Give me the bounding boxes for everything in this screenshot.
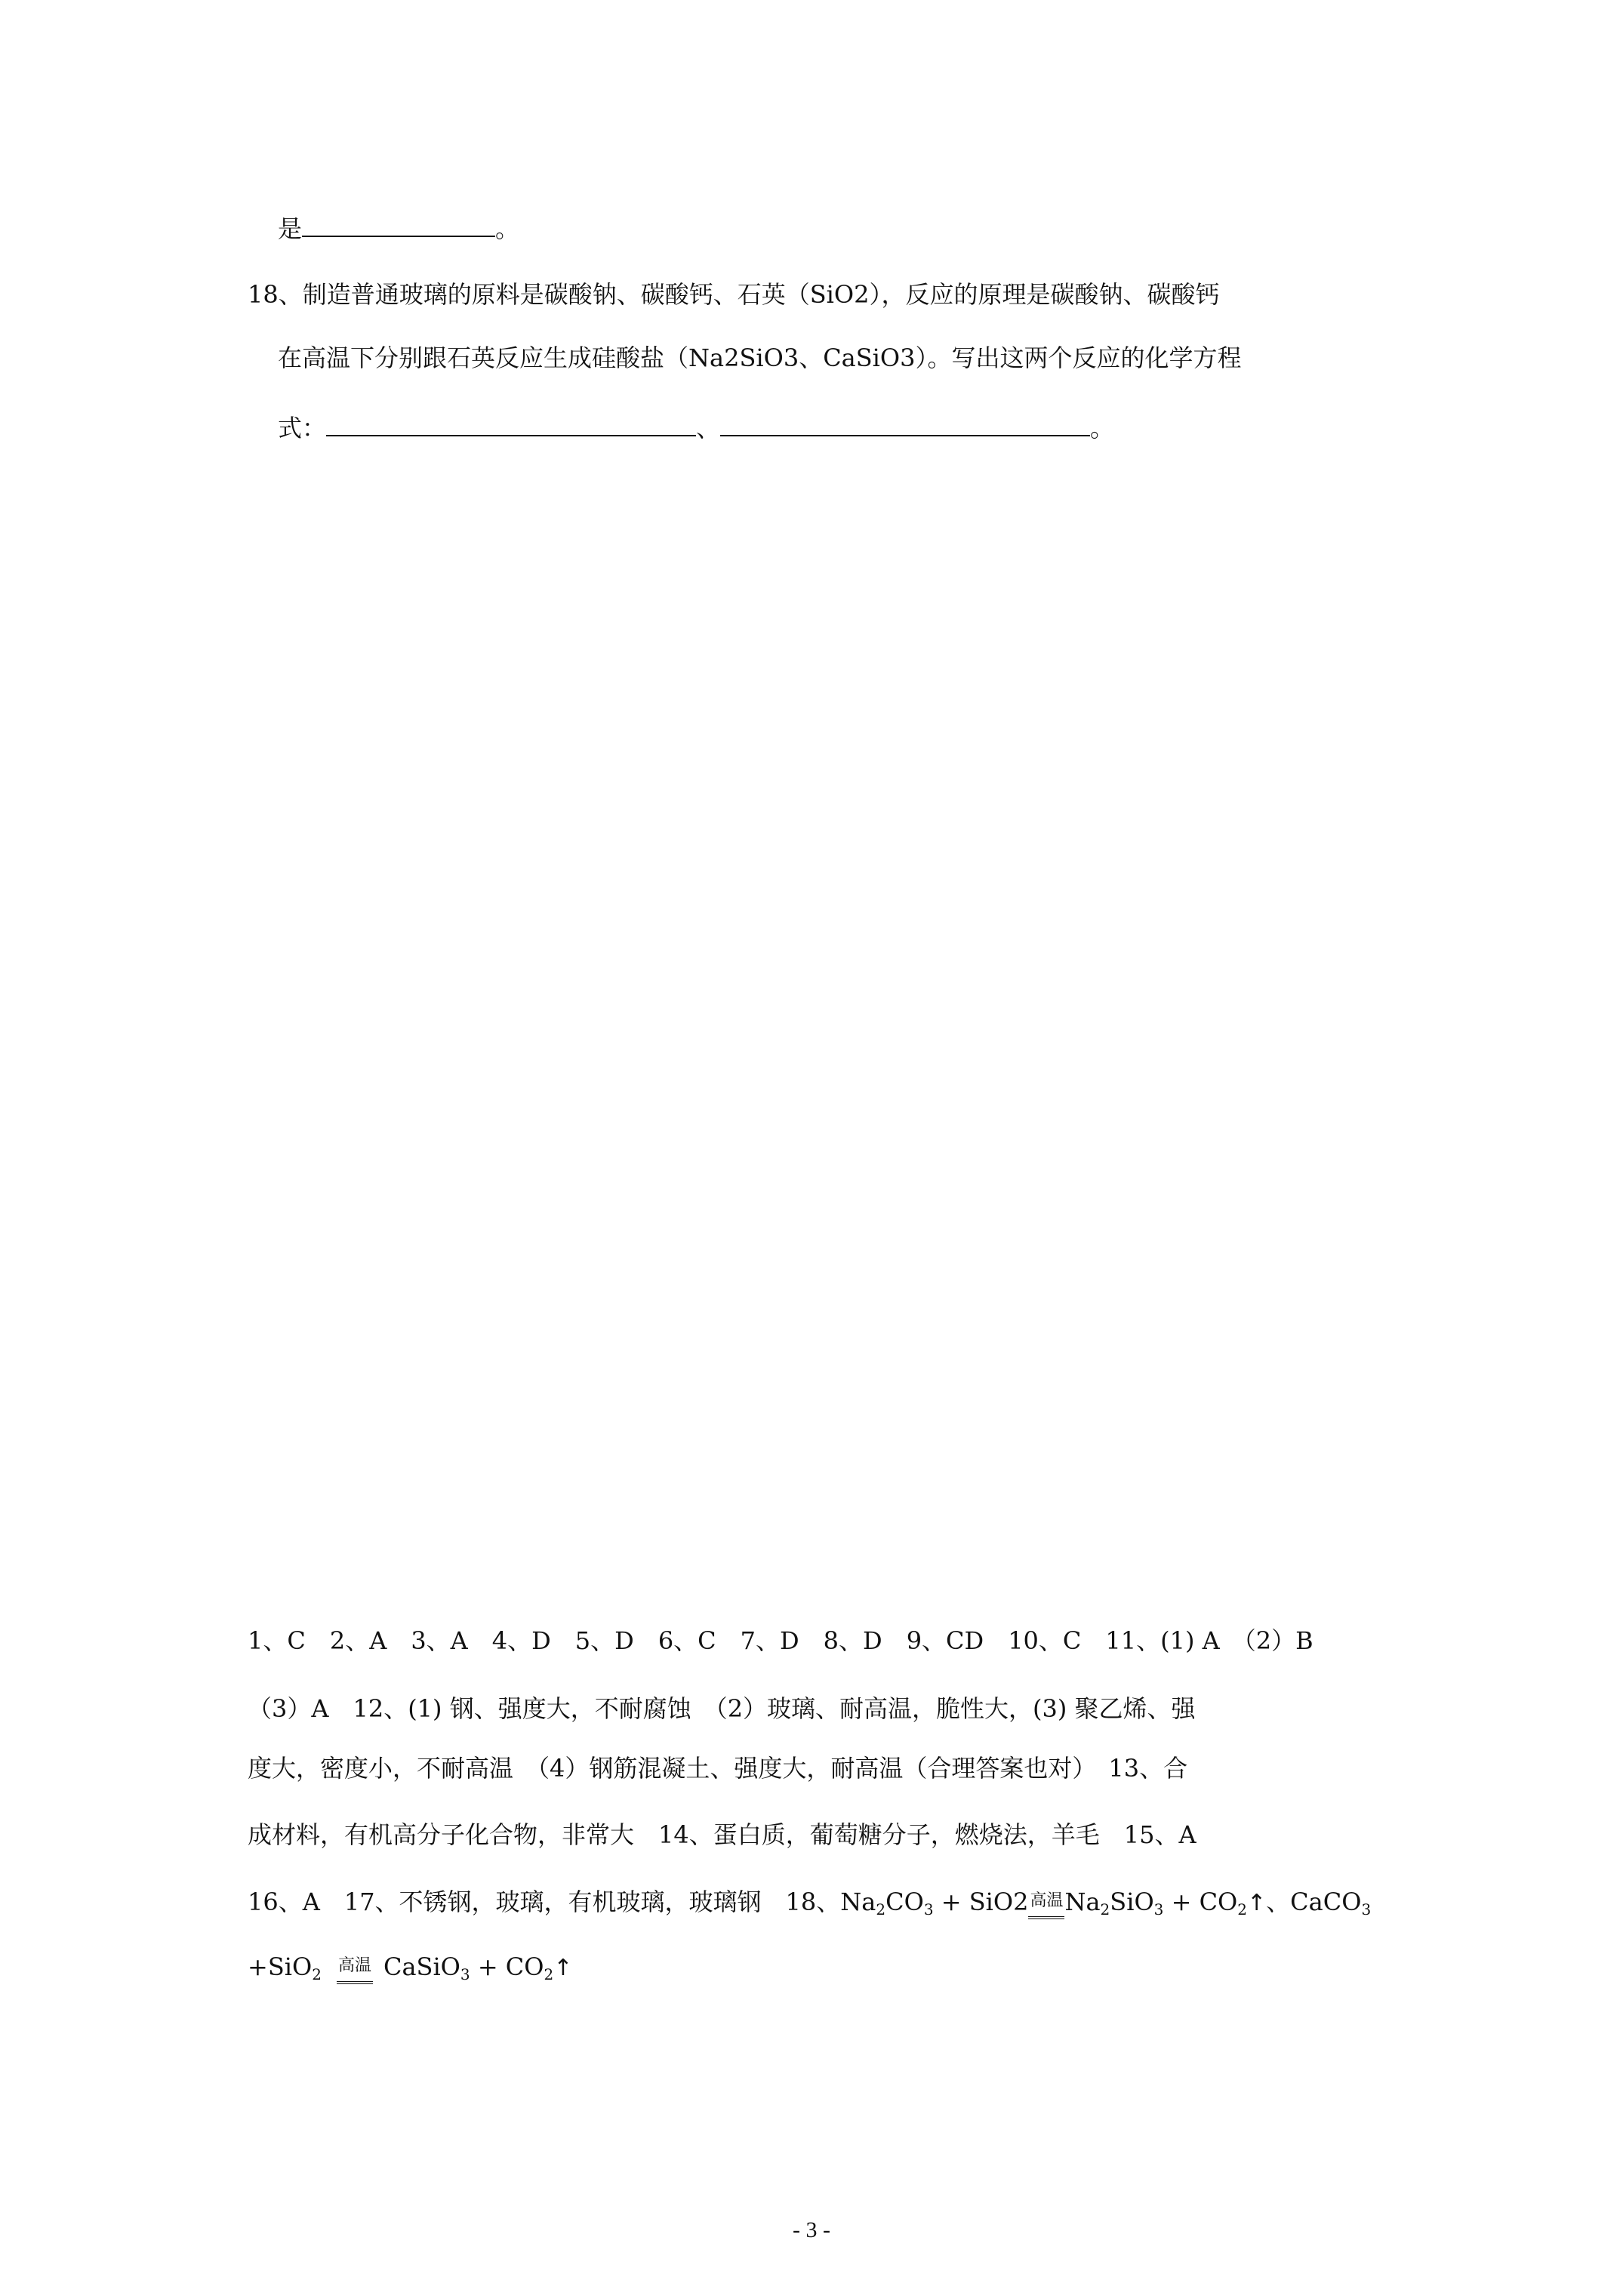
- eq1-sub: 2: [876, 1900, 886, 1918]
- q18-blank-1: [326, 412, 696, 436]
- eq1-sub: 2: [1237, 1900, 1248, 1918]
- eq1-co: CO: [885, 1888, 924, 1916]
- eq1-sub: 3: [923, 1900, 934, 1918]
- eq1-sub: 3: [1153, 1900, 1164, 1918]
- answers-line-2: （3）A 12、(1) 钢、强度大，不耐腐蚀 （2）玻璃、耐高温，脆性大，(3) 聚乙烯、强: [248, 1694, 1196, 1723]
- eq2-plus-co: + CO: [470, 1952, 544, 1981]
- q18-line3-sep: 、: [696, 414, 721, 442]
- eq1-sub: 2: [1100, 1900, 1110, 1918]
- eq1-sio: SiO: [1110, 1888, 1154, 1916]
- q18-line-1: 18、制造普通玻璃的原料是碳酸钠、碳酸钙、石英（SiO2），反应的原理是碳酸钠、碳酸钙: [248, 280, 1220, 309]
- q18-line-2: 在高温下分别跟石英反应生成硅酸盐（Na2SiO3、CaSiO3）。写出这两个反应的化学方程: [278, 344, 1242, 372]
- eq1-plus-co: + CO: [1163, 1888, 1238, 1916]
- page-number: - 3 -: [793, 2217, 830, 2242]
- q17-prefix: 是: [278, 214, 303, 243]
- eq2-plus-sio: +SiO: [248, 1952, 313, 1981]
- eq1-na2: Na: [1064, 1888, 1101, 1916]
- eq2-sub: 3: [460, 1965, 470, 1983]
- eq1-sep: 、: [1266, 1888, 1291, 1916]
- eq2-sub: 3: [1361, 1900, 1372, 1918]
- answers-line-3: 度大，密度小，不耐高温 （4）钢筋混凝土、强度大，耐高温（合理答案也对） 13、合: [248, 1754, 1188, 1783]
- answers-line-5: [248, 1886, 1371, 1918]
- answers-line5-text: 16、A 17、不锈钢，玻璃，有机玻璃，玻璃钢 18、: [248, 1888, 841, 1916]
- q17-suffix: 。: [495, 214, 520, 243]
- q17-blank: [302, 213, 495, 237]
- q17-answer-line: [278, 213, 519, 244]
- gas-arrow-icon: ↑: [553, 1955, 573, 1981]
- eq1-na: Na: [840, 1888, 876, 1916]
- eq2-sub: 2: [312, 1965, 322, 1983]
- eq2-sub: 2: [544, 1965, 554, 1983]
- gas-arrow-icon: ↑: [1247, 1890, 1267, 1916]
- q18-line3-end: 。: [1090, 414, 1115, 442]
- q18-blank-2: [720, 412, 1090, 436]
- eq1-condition: 高温: [1028, 1886, 1064, 1916]
- eq2-casio: CaSiO: [383, 1952, 460, 1981]
- eq2-condition: 高温: [337, 1951, 373, 1981]
- q18-line-3: [278, 412, 1114, 443]
- eq2-caco: CaCO: [1290, 1888, 1362, 1916]
- answers-line-4: 成材料，有机高分子化合物，非常大 14、蛋白质，葡萄糖分子，燃烧法，羊毛 15、A: [248, 1820, 1196, 1849]
- eq1-plus-sio2: + SiO2: [933, 1888, 1029, 1916]
- q18-line3-prefix: 式：: [278, 414, 327, 442]
- answers-line-6: [248, 1951, 572, 1983]
- answers-line-1: 1、C 2、A 3、A 4、D 5、D 6、C 7、D 8、D 9、CD 10、C 11、(1) A （2）B: [248, 1626, 1313, 1655]
